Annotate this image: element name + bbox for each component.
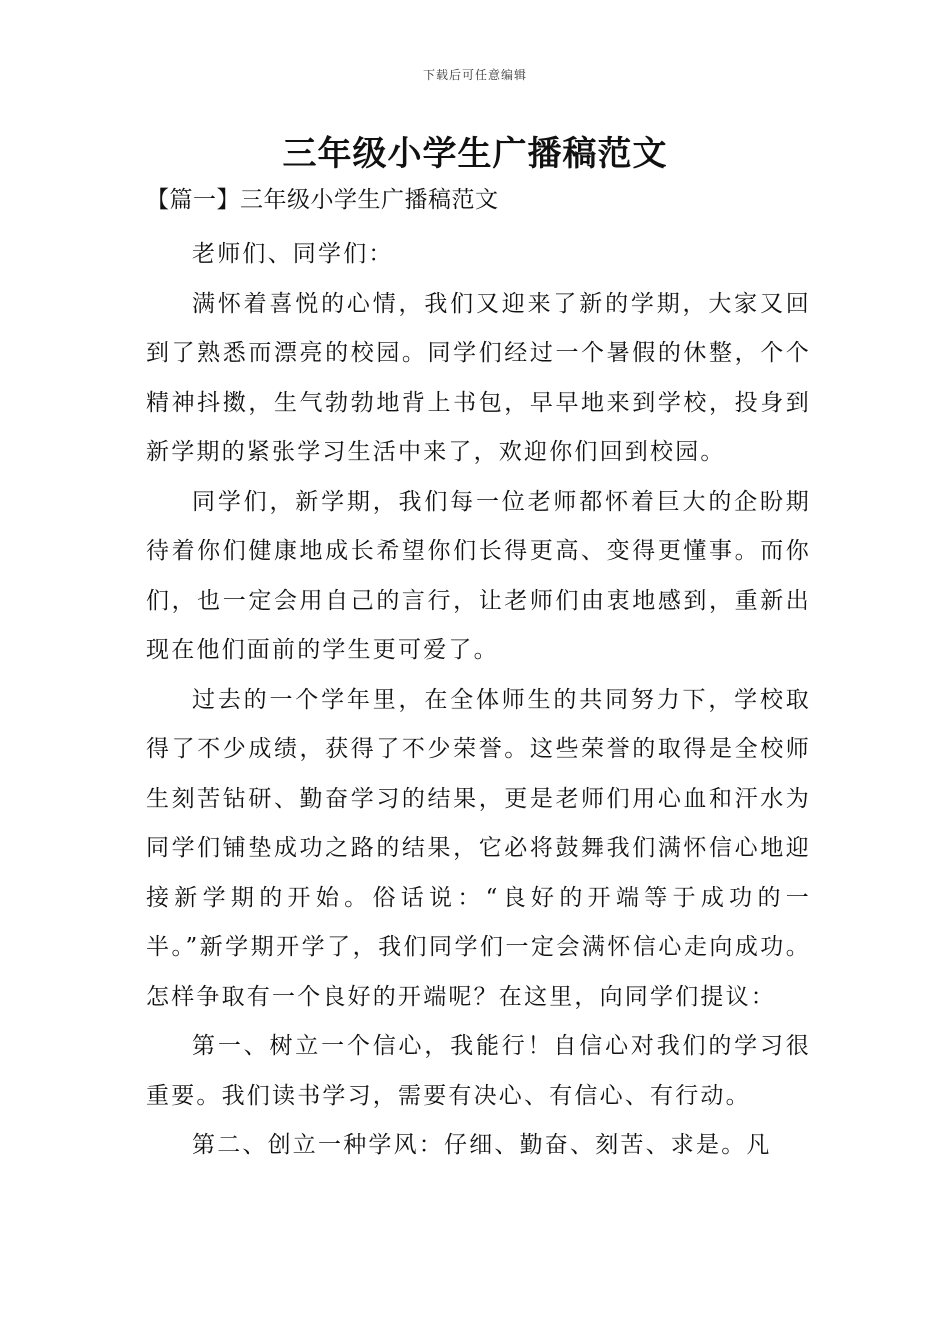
document-body xyxy=(146,230,811,1171)
paragraph: 第二、创立一种学风：仔细、勤奋、刻苦、求是。凡 xyxy=(192,1132,772,1158)
section-heading: 【篇一】三年级小学生广播稿范文 xyxy=(146,187,499,213)
document-title: 三年级小学生广播稿范文 xyxy=(282,134,668,174)
page-header: 下载后可任意编辑 xyxy=(422,68,527,82)
paragraph: 过去的一个学年里，在全体师生的共同努力下，学校取得了不少成绩，获得了不少荣誉。这些荣誉的取得是全校师生刻苦钻研、勤奋学习的结果，更是老师们用心血和汗水为同学们铺垫成功之路的结果，它必将鼓舞我们满怀信心地迎接新学期的开始。俗话说：“良好的开端等于成功的一半。”新学期开学了，我们同学们一定会满怀信心走向成功。怎样争取有一个良好的开端呢？在这里，向同学们提议： xyxy=(146,686,811,1010)
paragraph: 满怀着喜悦的心情，我们又迎来了新的学期，大家又回到了熟悉而漂亮的校园。同学们经过一个暑假的休整，个个精神抖擞，生气勃勃地背上书包，早早地来到学校，投身到新学期的紧张学习生活中来了，欢迎你们回到校园。 xyxy=(146,290,811,465)
paragraph: 第一、树立一个信心，我能行！自信心对我们的学习很重要。我们读书学习，需要有决心、有信心、有行动。 xyxy=(146,1033,811,1109)
paragraph: 老师们、同学们： xyxy=(192,241,394,267)
paragraph: 同学们，新学期，我们每一位老师都怀着巨大的企盼期待着你们健康地成长希望你们长得更高、变得更懂事。而你们，也一定会用自己的言行，让老师们由衷地感到，重新出现在他们面前的学生更可爱了。 xyxy=(146,488,811,663)
